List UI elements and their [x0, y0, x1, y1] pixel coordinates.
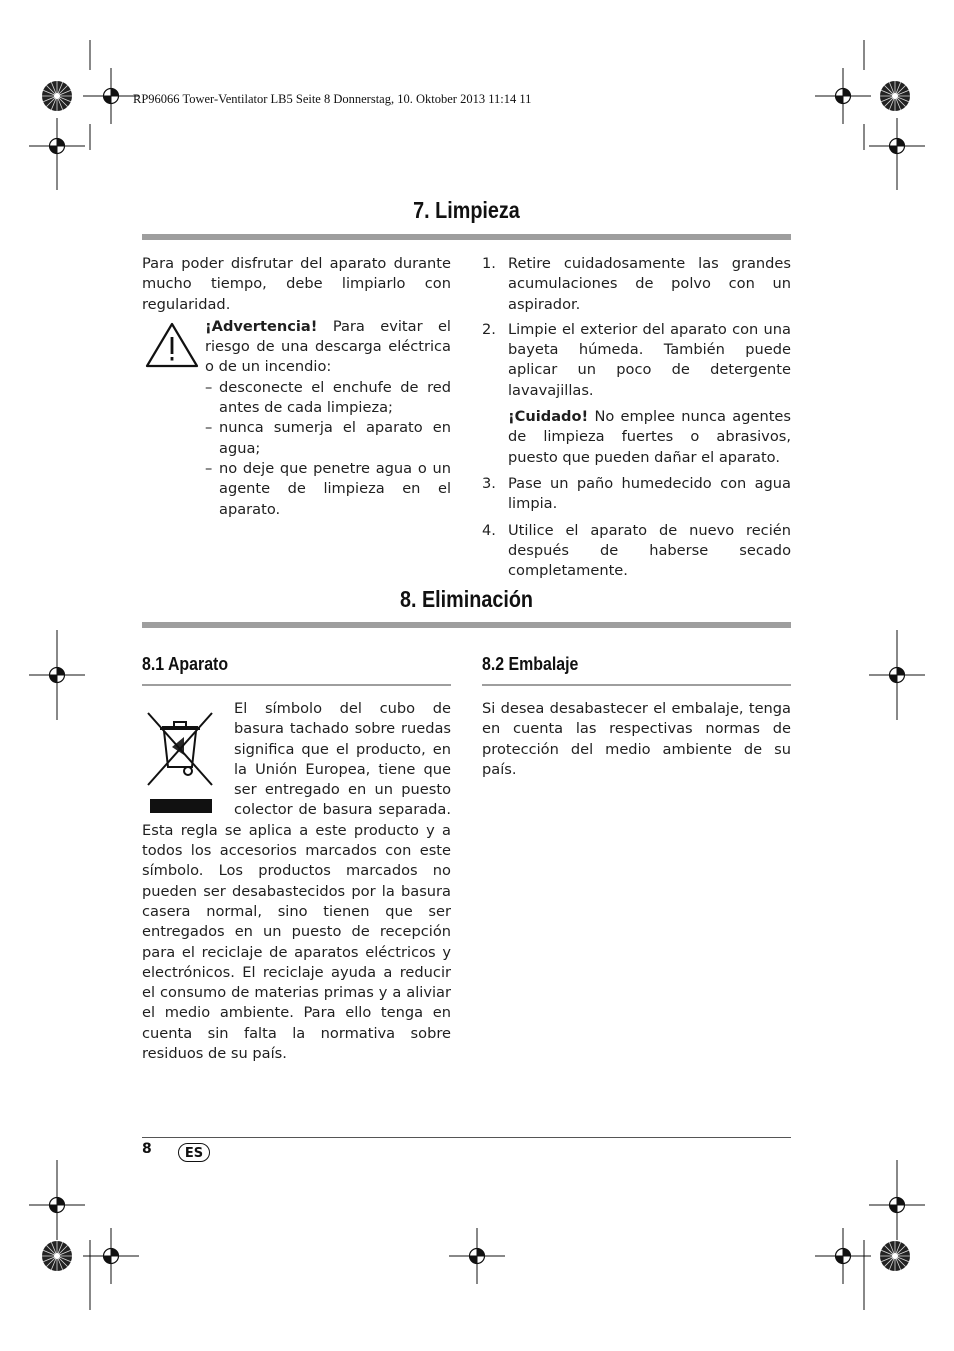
embalaje-text-block — [482, 699, 791, 780]
list-item: 1. Retire cuidadosamente las grandes acumulaciones de polvo con un aspirador. — [482, 255, 791, 313]
intro-text: Para poder disfrutar del aparato durante mucho tiempo, debe limpiarlo con regularidad. — [142, 255, 451, 313]
list-item: – no deje que penetre agua o un agente de limpieza en el aparato. — [205, 459, 451, 518]
warning-triangle-icon — [144, 321, 200, 369]
warning-text: ¡Advertencia! Para evitar el riesgo de una descarga eléctrica o de un incendio: — [205, 317, 451, 376]
right-column-limpieza — [482, 254, 791, 581]
language-badge: ES — [178, 1143, 210, 1162]
warning-label: ¡Advertencia! — [205, 317, 318, 335]
caution-text: ¡Cuidado! No emplee nunca agentes de limpieza fuertes o abrasivos, puesto que pueden dañar el aparato. — [508, 408, 791, 466]
list-item: 4. Utilice el aparato de nuevo recién después de haberse secado completamente. — [482, 521, 791, 580]
aparato-text-block — [142, 699, 451, 1064]
section-divider — [142, 622, 791, 628]
footer-divider — [142, 1137, 791, 1138]
warning-block — [142, 317, 451, 520]
section-title-limpieza: 7. Limpieza — [413, 197, 520, 223]
page-number: 8 — [142, 1141, 152, 1157]
subsection-title-aparato: 8.1 Aparato — [142, 653, 229, 674]
subsection-divider — [142, 684, 451, 686]
embalaje-text: Si desea desabastecer el embalaje, tenga en cuenta las respectivas normas de protección del medio ambiente de su país. — [482, 700, 791, 778]
list-item: 2. Limpie el exterior del aparato con una bayeta húmeda. También puede aplicar un poco de detergente lavavajillas. — [482, 320, 791, 399]
aparato-text: El símbolo del cubo de basura tachado sobre ruedas significa que el producto, en la Unión Europea, tiene que ser entregado en un puesto colector de basura separada. Esta regla se aplica a este producto y a todos los accesorios marcados con este símbolo. Los productos marcados no pueden ser desabastecidos por la basura casera normal, sino tienen que ser entregados en un puesto de recepción para el reciclaje de aparatos eléctricos y electrónicos. El reciclaje ayuda a reducir el consumo de materias primas y a aliviar el medio ambiente. Para ello tenga en cuenta sin falta la normativa sobre residuos de su país. — [142, 700, 451, 1063]
print-slug: RP96066 Tower-Ventilator LB5 Seite 8 Donnerstag, 10. Oktober 2013 11:14 11 — [133, 92, 532, 106]
crossed-out-wheelie-bin-icon — [142, 703, 218, 815]
section-divider — [142, 234, 791, 240]
list-item: – nunca sumerja el aparato en agua; — [205, 419, 451, 457]
caution-label: ¡Cuidado! — [508, 408, 589, 426]
subsection-title-embalaje: 8.2 Embalaje — [482, 653, 579, 674]
list-item: 3. Pase un paño humedecido con agua limpia. — [482, 474, 791, 513]
left-column-limpieza — [142, 254, 451, 520]
list-item: – desconecte el enchufe de red antes de cada limpieza; — [205, 378, 451, 417]
subsection-divider — [482, 684, 791, 686]
section-title-eliminacion: 8. Eliminación — [399, 586, 534, 612]
